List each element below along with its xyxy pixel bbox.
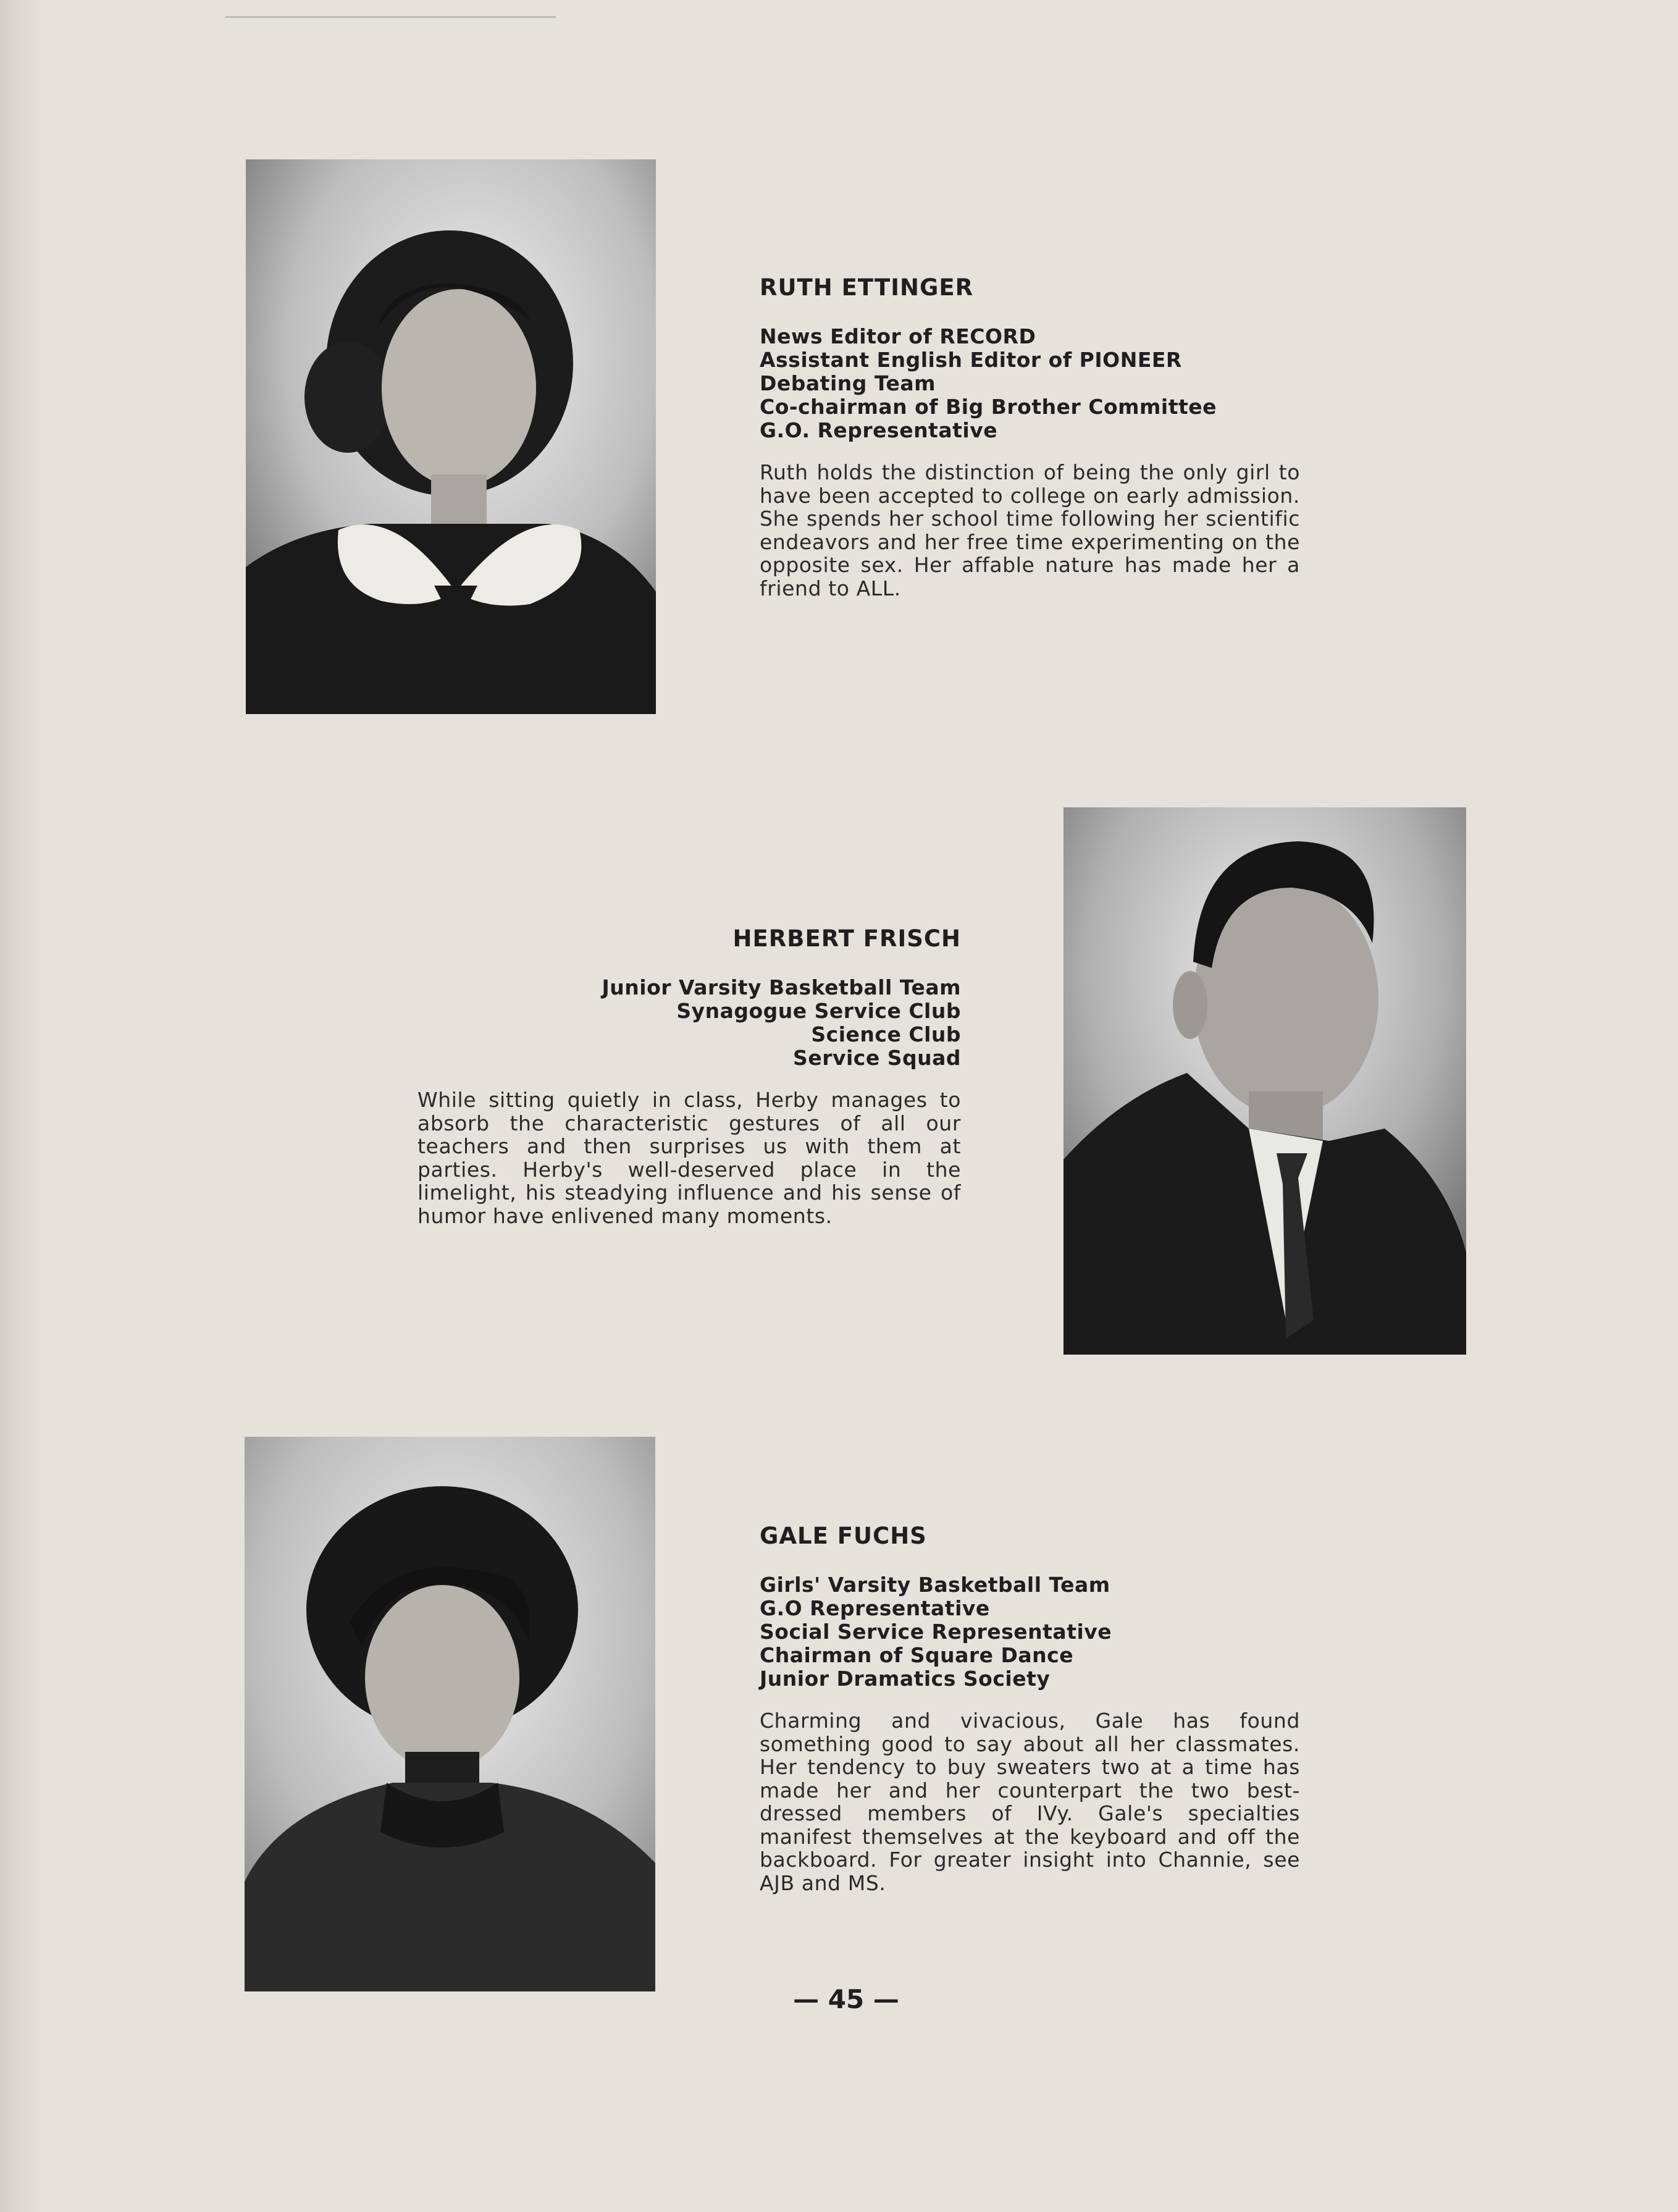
portrait-photo-herbert-frisch (1063, 807, 1466, 1355)
student-name: HERBERT FRISCH (732, 925, 961, 952)
student-description: Charming and vivacious, Gale has found something good to say about all her classmates. Her tendency to buy sweaters two at a time has made her and her counterpart the two best-dressed members of IVy. Gale's specialties manifest themselves at the keyboard and off the backboard. For greater insight into Channie, see AJB and MS. (760, 1709, 1300, 1895)
student-name: RUTH ETTINGER (760, 274, 974, 301)
activity-item: Service Squad (793, 1046, 961, 1070)
student-description: Ruth holds the distinction of being the only girl to have been accepted to college on early admission. She spends her school time following her scientific endeavors and her free time experimenting on the opposite sex. Her affable nature has made her a friend to ALL. (760, 460, 1300, 600)
activities-list (417, 976, 961, 1070)
activities-list (760, 1573, 1300, 1691)
activity-item: Assistant English Editor of PIONEER (760, 348, 1182, 372)
activity-item: News Editor of RECORD (760, 324, 1036, 348)
bio-gale-fuchs (760, 1523, 1300, 1894)
bio-herbert-frisch (417, 925, 961, 1227)
activity-item: Social Service Representative (760, 1620, 1112, 1644)
activity-item: Science Club (811, 1022, 961, 1046)
activity-item: Chairman of Square Dance (760, 1643, 1074, 1667)
activity-item: G.O. Representative (760, 418, 998, 442)
activities-list (760, 325, 1300, 442)
student-name: GALE FUCHS (760, 1523, 927, 1549)
activity-item: Debating Team (760, 371, 936, 395)
activity-item: Co-chairman of Big Brother Committee (760, 395, 1217, 419)
page-number: — 45 — (793, 1984, 899, 2014)
student-description: While sitting quietly in class, Herby manages to absorb the characteristic gestures of all our teachers and then surprises us with them at parties. Herby's well-deserved place in the limelight, his steadying influence and his sense of humor have enlivened many moments. (417, 1088, 961, 1228)
activity-item: G.O Representative (760, 1596, 990, 1620)
bio-ruth-ettinger (760, 274, 1300, 600)
portrait-photo-ruth-ettinger (246, 159, 656, 714)
top-rule (225, 16, 556, 18)
portrait-photo-gale-fuchs (245, 1437, 655, 1991)
activity-item: Junior Varsity Basketball Team (602, 975, 961, 999)
activity-item: Junior Dramatics Society (760, 1667, 1051, 1691)
activity-item: Girls' Varsity Basketball Team (760, 1573, 1110, 1597)
page-edge-shadow (0, 0, 43, 2212)
activity-item: Synagogue Service Club (676, 999, 961, 1023)
